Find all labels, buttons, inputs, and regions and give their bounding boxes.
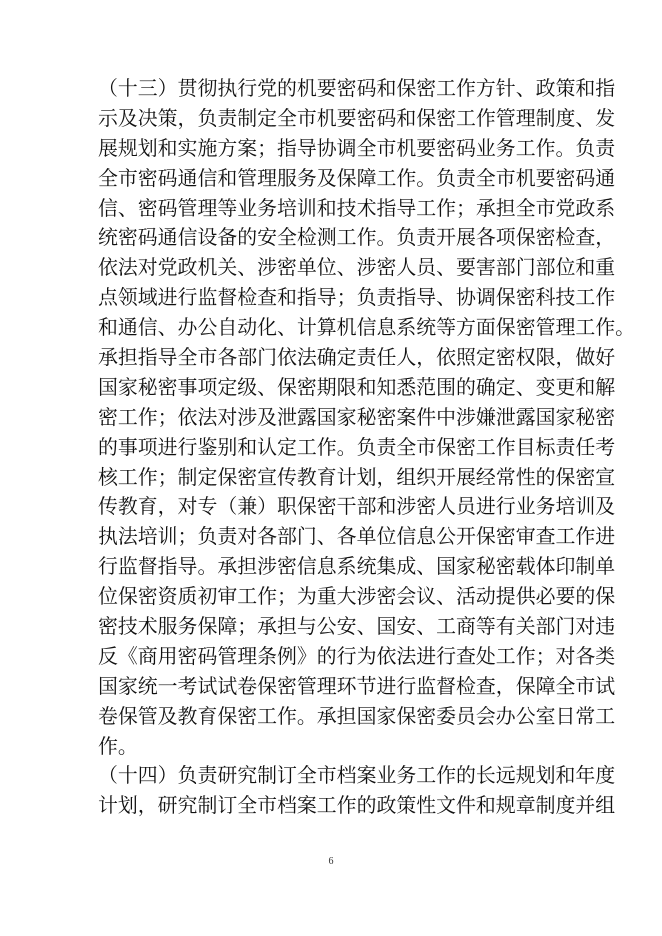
- text-line: 统密码通信设备的安全检测工作。负责开展各项保密检查，: [98, 226, 616, 250]
- text-line: （十三）贯彻执行党的机要密码和保密工作方针、政策和指: [98, 77, 616, 100]
- text-line: 信、密码管理等业务培训和技术指导工作；承担全市党政系: [98, 196, 616, 220]
- text-line: 卷保管及教育保密工作。承担国家保密委员会办公室日常工: [98, 704, 616, 728]
- text-line: 承担指导全市各部门依法确定责任人，依照定密权限，做好: [98, 346, 616, 370]
- text-line: 的事项进行鉴别和认定工作。负责全市保密工作目标责任考: [98, 435, 616, 459]
- text-line: 点领域进行监督检查和指导；负责指导、协调保密科技工作: [98, 286, 616, 310]
- page-number: 6: [328, 856, 334, 867]
- text-line: 计划，研究制订全市档案工作的政策性文件和规章制度并组: [98, 794, 616, 818]
- text-line: 国家统一考试试卷保密管理环节进行监督检查，保障全市试: [98, 674, 616, 698]
- text-line: 密技术服务保障；承担与公安、国安、工商等有关部门对违: [98, 615, 616, 639]
- document-body: [98, 74, 636, 821]
- text-line: 作。: [98, 734, 138, 758]
- text-line: 全市密码通信和管理服务及保障工作。负责全市机要密码通: [98, 166, 616, 190]
- text-line: 行监督指导。承担涉密信息系统集成、国家秘密载体印制单: [98, 555, 616, 579]
- text-line: 位保密资质初审工作；为重大涉密会议、活动提供必要的保: [98, 585, 616, 609]
- text-line: 展规划和实施方案；指导协调全市机要密码业务工作。负责: [98, 136, 616, 160]
- text-line: 示及决策，负责制定全市机要密码和保密工作管理制度、发: [98, 106, 616, 130]
- text-line: （十四）负责研究制订全市档案业务工作的长远规划和年度: [98, 764, 616, 788]
- text-line: 依法对党政机关、涉密单位、涉密人员、要害部门部位和重: [98, 256, 616, 280]
- text-line: 执法培训；负责对各部门、各单位信息公开保密审查工作进: [98, 525, 616, 549]
- text-line: 反《商用密码管理条例》的行为依法进行查处工作；对各类: [98, 644, 616, 668]
- text-line: 国家秘密事项定级、保密期限和知悉范围的确定、变更和解: [98, 375, 616, 399]
- text-line: 密工作；依法对涉及泄露国家秘密案件中涉嫌泄露国家秘密: [98, 405, 616, 429]
- text-line: 核工作；制定保密宣传教育计划，组织开展经常性的保密宣: [98, 465, 616, 489]
- text-line: 和通信、办公自动化、计算机信息系统等方面保密管理工作。: [98, 316, 636, 340]
- text-line: 传教育，对专（兼）职保密干部和涉密人员进行业务培训及: [98, 495, 616, 519]
